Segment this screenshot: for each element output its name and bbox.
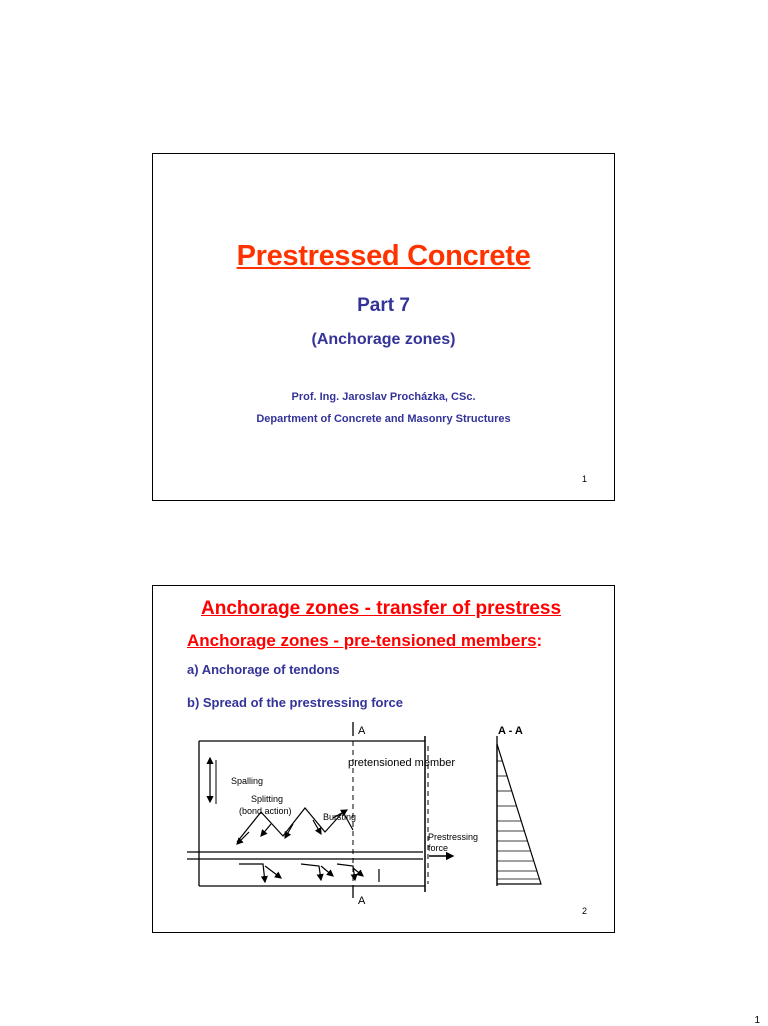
bond-arrow-2	[301, 864, 321, 880]
slide-1-department: Department of Concrete and Masonry Structures	[256, 413, 511, 425]
bond-action-label: (bond action)	[239, 806, 292, 816]
stress-hatching	[497, 761, 539, 879]
slide-2	[152, 585, 615, 933]
splitting-label: Splitting	[251, 794, 284, 804]
slide-1-page-number: 1	[581, 474, 587, 484]
bond-arrow-3	[337, 864, 355, 880]
section-bottom-label: A	[358, 895, 366, 907]
bond-arrow-1b	[265, 866, 281, 878]
section-top-label: A	[358, 725, 366, 737]
slide-2-subtitle-colon: :	[536, 631, 543, 650]
spalling-label: Spalling	[231, 776, 264, 786]
anchorage-zone-diagram	[153, 586, 616, 934]
slide-1	[152, 153, 615, 501]
item-spread-of-force: b) Spread of the prestressing force	[187, 695, 403, 710]
slide-1-subtitle: (Anchorage zones)	[311, 331, 456, 348]
member-label: pretensioned member	[348, 757, 456, 769]
bond-arrow-2b	[321, 866, 333, 876]
bond-arrow-1	[239, 864, 265, 882]
slide-1-title: Prestressed Concrete	[236, 240, 531, 272]
bursting-label: Bursting	[323, 812, 357, 822]
slide-2-title: Anchorage zones - transfer of prestress	[201, 598, 562, 619]
slide-2-subtitle-text: Anchorage zones - pre-tensioned members	[187, 631, 537, 650]
slide-1-part: Part 7	[357, 295, 410, 316]
document-page-number: 1	[754, 1015, 760, 1026]
slide-1-author: Prof. Ing. Jaroslav Procházka, CSc.	[291, 391, 476, 403]
slide-2-page-number: 2	[581, 906, 587, 916]
stress-distribution	[497, 744, 541, 884]
force-label: force	[428, 843, 449, 853]
section-aa-label: A - A	[498, 725, 523, 737]
split-arrow-2	[261, 824, 271, 836]
prestressing-label: Prestressing	[428, 832, 479, 842]
item-anchorage-of-tendons: a) Anchorage of tendons	[187, 662, 340, 677]
